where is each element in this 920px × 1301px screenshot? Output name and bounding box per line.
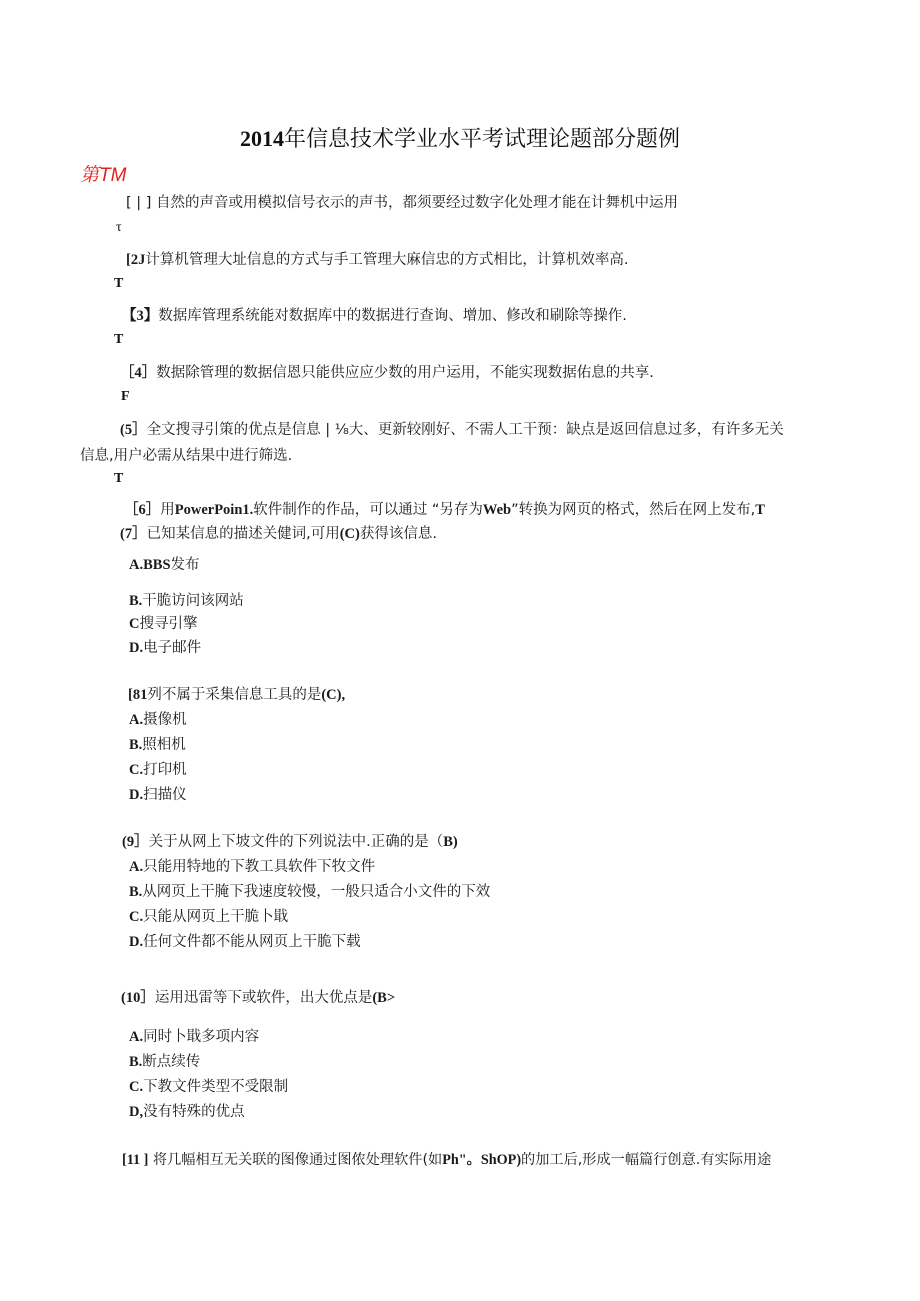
question-5-continuation: 信息,用户必需从结果中进行筛选. — [80, 448, 293, 464]
question-number: ［6］ — [124, 502, 161, 518]
answer-9: B) — [443, 834, 458, 850]
option-text: 没有特殊的优点 — [143, 1104, 245, 1120]
option-text: 摄像机 — [143, 712, 187, 728]
answer-1: τ — [116, 220, 122, 235]
question-text: 用 — [160, 502, 175, 518]
question-11 — [122, 1149, 771, 1169]
option-text: 断点续传 — [142, 1054, 201, 1070]
question-number: (5］ — [120, 422, 147, 438]
option-b — [129, 589, 244, 610]
answer-10: (B> — [372, 990, 396, 1006]
option-key: A. — [129, 712, 144, 728]
software-name: Ph"。ShOP) — [442, 1152, 522, 1168]
question-number: (10］ — [121, 990, 155, 1006]
question-4 — [120, 361, 654, 382]
option-text: 搜寻引擎 — [139, 616, 198, 632]
question-text: 将几幅相互无关联的图像通过图侬处理软件(如 — [152, 1152, 443, 1168]
question-text: 计算机管理大址信息的方式与手工管理大麻信忠的方式相比，计算机效率高. — [145, 252, 629, 268]
option-key: B. — [129, 1054, 143, 1070]
question-text: 的加工后,形成一幅篇行创意.有实际用途 — [521, 1152, 772, 1168]
option-a — [129, 855, 375, 876]
question-text: 运用迅雷等下或软件，出大优点是 — [154, 990, 373, 1006]
question-number: ［4］ — [120, 365, 157, 381]
option-c — [129, 612, 197, 633]
format-name: Web — [482, 502, 512, 518]
option-text: 只能从网页上干脆卜戢 — [143, 909, 289, 925]
option-key: B. — [129, 593, 143, 609]
answer-4: F — [121, 389, 130, 404]
software-name: PowerPoin1. — [174, 502, 254, 518]
option-key: D, — [129, 1104, 144, 1120]
answer-2: T — [114, 276, 124, 291]
option-b — [129, 733, 186, 754]
question-number: [81 — [128, 687, 148, 703]
option-d — [129, 636, 201, 657]
option-b — [129, 1050, 200, 1071]
option-key: A.BBS — [129, 557, 171, 573]
option-key: A. — [129, 1029, 144, 1045]
question-1 — [126, 191, 678, 212]
question-text: 已知某信息的描述关健词,可用 — [146, 526, 340, 542]
option-key: C. — [129, 762, 144, 778]
option-key: D. — [129, 640, 144, 656]
answer-7: (C) — [339, 526, 360, 542]
option-key: C. — [129, 1079, 144, 1095]
option-text: 干脆访问该网站 — [142, 593, 244, 609]
question-10 — [121, 986, 395, 1007]
document-title — [0, 122, 920, 153]
option-key: D. — [129, 787, 144, 803]
option-key: A. — [129, 859, 144, 875]
option-d — [129, 1100, 245, 1121]
option-text: 任何文件都不能从网页上干脆下载 — [143, 934, 361, 950]
option-text: 打印机 — [143, 762, 187, 778]
option-text: 照相机 — [142, 737, 186, 753]
section-label: 第TM — [80, 165, 127, 186]
title-text: 年信息技术学业水平考试理论题部分题例 — [283, 126, 680, 151]
question-8 — [128, 683, 345, 704]
title-year: 2014 — [239, 126, 284, 151]
option-text: 扫描仪 — [143, 787, 187, 803]
option-text: 只能用特地的下教工具软件下牧文件 — [143, 859, 376, 875]
answer-5: T — [114, 471, 124, 486]
option-b — [129, 880, 490, 901]
question-number: [11 ] — [122, 1152, 149, 1168]
option-key: C — [129, 616, 140, 632]
question-text: 列不属于采集信息工具的是 — [147, 687, 322, 703]
option-text: 下教文件类型不受限制 — [143, 1079, 289, 1095]
question-text: ”转换为网页的格式，然后在网上发布, — [511, 502, 756, 518]
option-text: 同时卜戢多项内容 — [143, 1029, 260, 1045]
option-c — [129, 1075, 288, 1096]
question-text: 获得该信息. — [359, 526, 437, 542]
answer-8: (C), — [321, 687, 346, 703]
option-d — [129, 783, 187, 804]
question-9 — [122, 830, 458, 851]
option-a — [129, 1025, 259, 1046]
option-d — [129, 930, 361, 951]
question-3 — [122, 304, 627, 325]
question-text: 软件制作的作品，可以通过 “另存为 — [253, 502, 483, 518]
question-5 — [120, 418, 784, 439]
option-c — [129, 905, 288, 926]
option-key: D. — [129, 934, 144, 950]
question-number: [ | ] — [126, 195, 157, 211]
option-text: 电子邮件 — [143, 640, 202, 656]
question-number: (9］ — [122, 834, 149, 850]
question-text: 关于从网上下坡文件的下列说法中.正确的是（ — [148, 834, 444, 850]
option-a — [129, 553, 200, 574]
question-number: (7］ — [120, 526, 147, 542]
question-2 — [126, 248, 628, 269]
question-7 — [120, 522, 437, 543]
question-number: 【3】 — [122, 308, 159, 324]
answer-3: T — [114, 332, 124, 347]
question-text: 数据库管理系统能对数据库中的数据进行查询、增加、修改和刷除等操作. — [158, 308, 627, 324]
question-text: 自然的声音或用模拟信号衣示的声书，都须要经过数字化处理才能在计舞机中运用 — [156, 195, 679, 211]
option-c — [129, 758, 187, 779]
option-key: B. — [129, 884, 143, 900]
question-text: 全文搜寻引策的优点是信息 | ⅛大、更新较刚好、不需人工干预：缺点是返回信息过多，有许多无关 — [146, 422, 784, 438]
option-key: B. — [129, 737, 143, 753]
question-text: 数据除管理的数据信恩只能供应应少数的用户运用，不能实现数据佑息的共享. — [156, 365, 654, 381]
answer-6: T — [755, 502, 765, 518]
option-a — [129, 708, 187, 729]
option-text: 从网页上干腌下我速度较慢，一般只适合小文件的下效 — [142, 884, 491, 900]
question-number: [2J — [126, 252, 146, 268]
option-key: C. — [129, 909, 144, 925]
question-6 — [124, 498, 765, 519]
option-text: 发布 — [170, 557, 200, 573]
